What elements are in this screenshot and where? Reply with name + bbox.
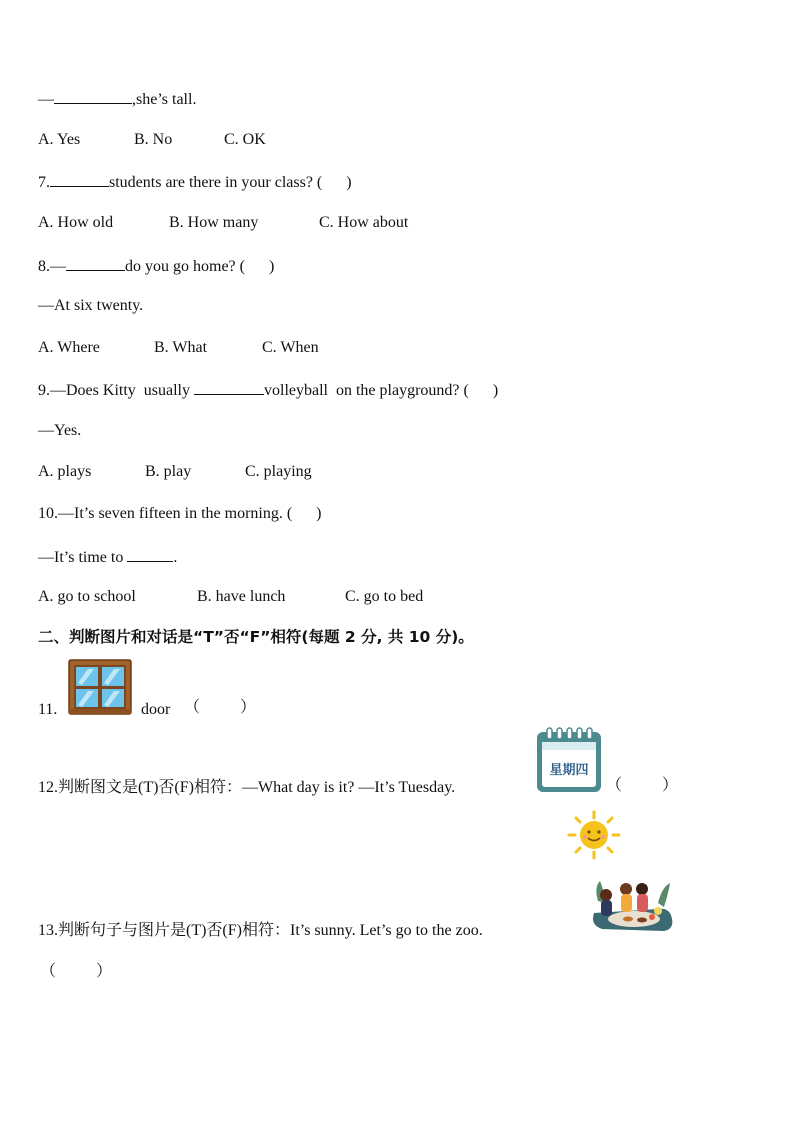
q8-answer: —At six twenty. <box>38 297 144 314</box>
section2-heading: 二、判断图片和对话是“T”否“F”相符(每题 2 分, 共 10 分)。 <box>38 628 474 646</box>
q9-option-b[interactable]: B. play <box>145 463 192 480</box>
sun-icon <box>567 810 621 860</box>
q6-option-b[interactable]: B. No <box>134 131 173 148</box>
q11-word: door <box>141 701 171 718</box>
q10-line: 10.—It’s seven fifteen in the morning. ( ) <box>38 505 322 522</box>
q9-text-before: 9.—Does Kitty usually <box>38 382 194 399</box>
q8-line <box>38 255 274 277</box>
q9-text-after: volleyball on the playground? ( ) <box>264 382 499 399</box>
q6-blank[interactable] <box>54 88 132 104</box>
calendar-icon <box>535 726 603 794</box>
q10-answer-before: —It’s time to <box>38 549 128 566</box>
q9-option-c[interactable]: C. playing <box>245 463 312 480</box>
q9-line <box>38 379 498 401</box>
q10-option-a[interactable]: A. go to school <box>38 588 136 605</box>
q7-options <box>38 213 408 235</box>
q6-line <box>38 88 196 110</box>
q8-text: do you go home? ( ) <box>125 258 275 275</box>
q7-option-c[interactable]: C. How about <box>319 214 409 231</box>
q10-blank[interactable] <box>127 546 173 562</box>
q10-answer <box>38 546 177 568</box>
q8-blank[interactable] <box>66 255 125 271</box>
q8-options <box>38 338 319 360</box>
q10-option-b[interactable]: B. have lunch <box>197 588 286 605</box>
q11-num: 11. <box>38 701 58 718</box>
q13-answer-paren[interactable]: （ ） <box>40 963 113 980</box>
q6-dash: — <box>38 91 54 108</box>
q6-option-c[interactable]: C. OK <box>224 131 266 148</box>
q9-blank[interactable] <box>194 379 264 395</box>
q6-text: ,she’s tall. <box>132 91 197 108</box>
q7-option-a[interactable]: A. How old <box>38 214 114 231</box>
q10-options <box>38 587 423 609</box>
q10-answer-after: . <box>173 549 178 566</box>
q6-options <box>38 130 266 152</box>
picnic-illustration <box>588 873 676 933</box>
q9-answer: —Yes. <box>38 422 82 439</box>
calendar-label: 星期四 <box>549 763 589 778</box>
q10-option-c[interactable]: C. go to bed <box>345 588 424 605</box>
q8-num: 8.— <box>38 258 66 275</box>
q11-answer-paren[interactable]: （ ） <box>184 699 257 716</box>
q9-option-a[interactable]: A. plays <box>38 463 92 480</box>
q12-line: 12.判断图文是(T)否(F)相符：—What day is it? —It’s Tuesday. <box>38 779 456 796</box>
q13-line: 13.判断句子与图片是(T)否(F)相符：It’s sunny. Let’s go to the zoo. <box>38 922 483 939</box>
q8-option-c[interactable]: C. When <box>262 339 319 356</box>
q7-blank[interactable] <box>50 171 109 187</box>
q6-option-a[interactable]: A. Yes <box>38 131 81 148</box>
q8-option-a[interactable]: A. Where <box>38 339 100 356</box>
q9-options <box>38 462 312 484</box>
window-icon <box>68 659 132 715</box>
q12-answer-paren[interactable]: （ ） <box>606 777 679 794</box>
q7-text: students are there in your class? ( ) <box>109 174 352 191</box>
q7-num: 7. <box>38 174 50 191</box>
q8-option-b[interactable]: B. What <box>154 339 208 356</box>
q7-option-b[interactable]: B. How many <box>169 214 259 231</box>
q7-line <box>38 171 352 193</box>
